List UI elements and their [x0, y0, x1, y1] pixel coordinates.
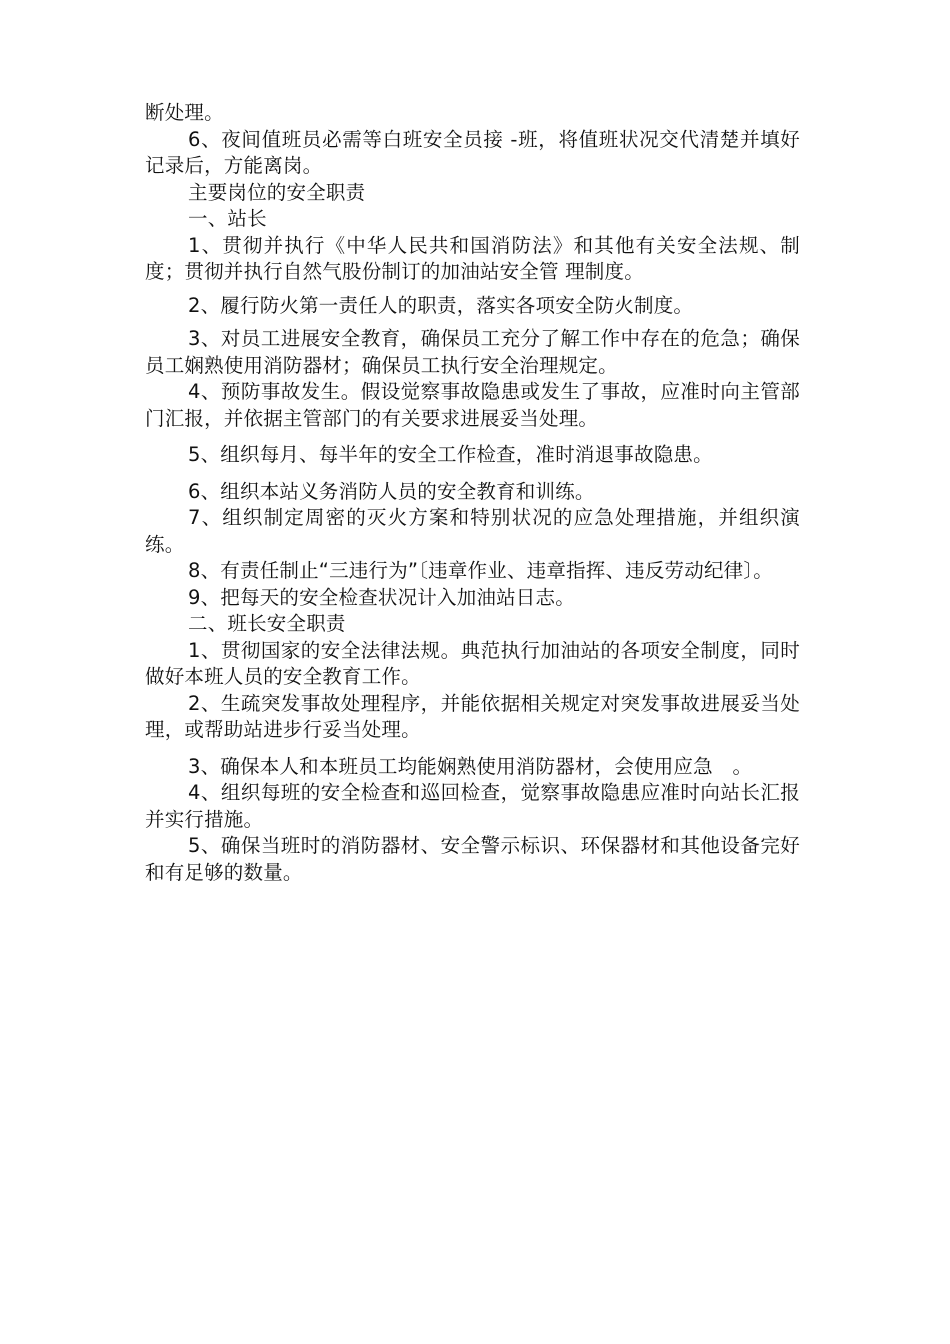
list-item: 2、履行防火第一责任人的职责，落实各项安全防火制度。 [188, 293, 694, 317]
list-item: 6、组织本站义务消防人员的安全教育和训练。 [188, 479, 595, 503]
subheading-station-master: 一、站长 [188, 207, 267, 230]
document-body [145, 100, 800, 886]
list-item: 2、生疏突发事故处理程序，并能依据相关规定对突发事故进展妥当处理，或帮助站进步行妥当处理。 [145, 691, 800, 741]
list-item: 4、预防事故发生。假设觉察事故隐患或发生了事故，应准时向主管部门汇报，并依据主管部门的有关要求进展妥当处理。 [145, 380, 800, 430]
list-item: 1、贯彻并执行《中华人民共和国消防法》和其他有关安全法规、制度；贯彻并执行自然气股份制订的加油站安全管 理制度。 [145, 233, 800, 283]
paragraph-night-shift: 6、夜间值班员必需等白班安全员接 -班，将值班状况交代清楚并填好记录后，方能离岗。 [145, 127, 800, 177]
list-item: 9、把每天的安全检查状况计入加油站日志。 [188, 585, 575, 609]
list-item: 3、确保本人和本班员工均能娴熟使用消防器材，会使用应急 。 [188, 754, 753, 778]
paragraph-continuation: 断处理。 [145, 101, 224, 124]
list-item: 5、确保当班时的消防器材、安全警示标识、环保器材和其他设备完好和有足够的数量。 [145, 834, 800, 884]
section-heading-duties: 主要岗位的安全职责 [188, 180, 366, 204]
list-item: 4、组织每班的安全检查和巡回检查，觉察事故隐患应准时向站长汇报并实行措施。 [145, 781, 800, 831]
list-item: 8、有责任制止“三违行为”〔违章作业、违章指挥、违反劳动纪律〕。 [188, 559, 774, 582]
list-item: 5、组织每月、每半年的安全工作检查，准时消退事故隐患。 [188, 443, 713, 466]
list-item: 1、贯彻国家的安全法律法规。典范执行加油站的各项安全制度，同时做好本班人员的安全教育工作。 [145, 638, 800, 688]
subheading-shift-leader: 二、班长安全职责 [188, 612, 346, 635]
list-item: 7、组织制定周密的灭火方案和特别状况的应急处理措施，并组织演练。 [145, 506, 800, 556]
list-item: 3、对员工进展安全教育，确保员工充分了解工作中存在的危急；确保员工娴熟使用消防器材；确保员工执行安全治理规定。 [145, 327, 800, 377]
